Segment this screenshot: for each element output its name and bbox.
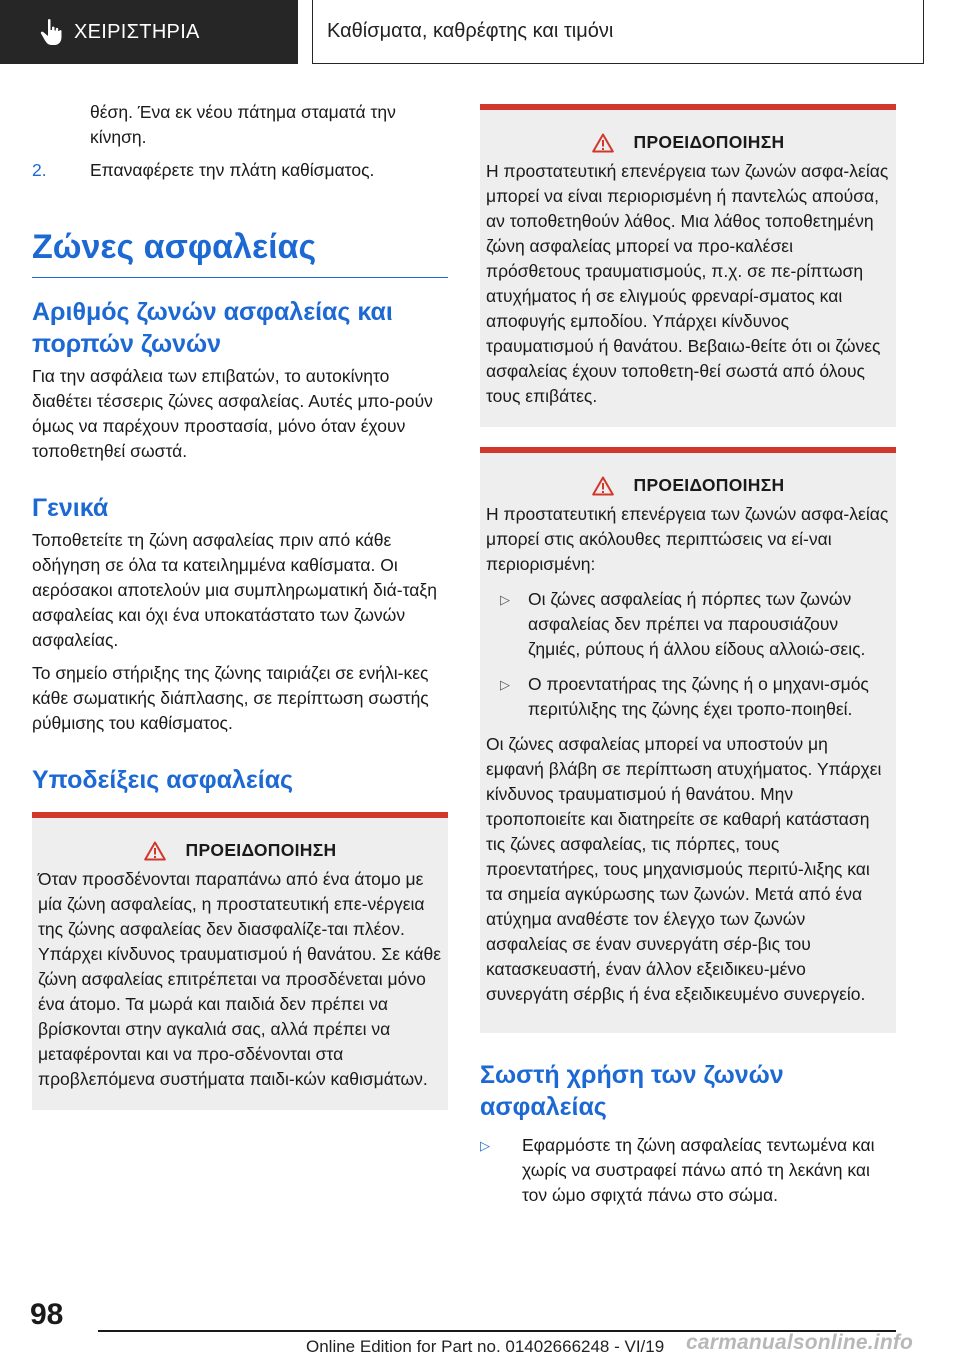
warning-content xyxy=(480,502,896,1007)
warning-text: Η προστατευτική επενέργεια των ζωνών ασφα-λείας μπορεί να είναι περιορισμένη ή παντελώς απούσα, αν τοποθετηθούν λάθος. Μια λάθος τοποθετημένη ζώνη ασφαλείας μπορεί να προ-καλέσει πρόσθετους τραυματισμούς, π.χ. σε πε-ρίπτωση ατυχήματος ή σε ελιγμούς φρεναρί-σματος και αποφυγής εμποδίου. Υπάρχει κίνδυνος τραυματισμού ή θανάτου. Βεβαιω-θείτε ότι οι ζώνες ασφαλείας έχουν τοποθετη-θεί σωστά από όλους τους επιβάτες. xyxy=(486,161,889,406)
list-item-text: Ο προεντατήρας της ζώνης ή ο μηχανι-σμός περιτύλιξης της ζώνης έχει τροπο-ποιηθεί. xyxy=(528,674,869,719)
right-column xyxy=(480,104,896,1218)
continued-paragraph: θέση. Ένα εκ νέου πάτημα σταματά την κίνηση. xyxy=(90,102,396,147)
section-title: ΧΕΙΡΙΣΤΗΡΙΑ xyxy=(74,20,200,43)
warning-triangle-icon xyxy=(144,841,166,861)
page-header xyxy=(0,0,960,64)
list-item-text: Εφαρμόστε τη ζώνη ασφαλείας τεντωμένα και χωρίς να συστραφεί πάνω από τη λεκάνη και τον ώμο σφιχτά πάνω στο σώμα. xyxy=(522,1135,875,1205)
triangle-right-icon: ▷ xyxy=(500,677,510,692)
paragraph-number-of-belts: Για την ασφάλεια των επιβατών, το αυτοκίνητο διαθέτει τέσσερις ζώνες ασφαλείας. Αυτές μπο-ρούν όμως να παρέχουν προστασία, μόνο όταν έχουν τοποθετηθεί σωστά. xyxy=(32,366,433,461)
hand-pointer-icon xyxy=(40,18,62,46)
step-text: Επαναφέρετε την πλάτη καθίσματος. xyxy=(90,160,375,180)
warning-title: ΠΡΟΕΙΔΟΠΟΙΗΣΗ xyxy=(633,475,785,495)
paragraph-general-1: Τοποθετείτε τη ζώνη ασφαλείας πριν από κάθε οδήγηση σε όλα τα κατειλημμένα καθίσματα. Οι αερόσακοι αποτελούν μια συμπληρωματική διά-ταξη ασφαλείας και όχι ένα υποκατάστατο των ζωνών ασφαλείας. xyxy=(32,530,437,650)
left-column xyxy=(32,100,448,1110)
list-item xyxy=(486,672,890,722)
edition-text: Online Edition for Part no. 01402666248 - VI/19 xyxy=(306,1337,665,1356)
watermark: carmanualsonline.info xyxy=(686,1331,914,1354)
heading-number-of-belts: Αριθμός ζωνών ασφαλείας και πορπών ζωνών xyxy=(32,298,393,358)
heading-correct-use: Σωστή χρήση των ζωνών ασφαλείας xyxy=(480,1061,784,1121)
triangle-right-icon: ▷ xyxy=(480,1138,490,1153)
list-item xyxy=(480,1133,896,1208)
warning-header xyxy=(480,473,896,498)
paragraph-general-2: Το σημείο στήριξης της ζώνης ταιριάζει σε ενήλι-κες κάθε σωματικής διάπλασης, σε περίπτωση σωστής ρύθμισης του καθίσματος. xyxy=(32,663,429,733)
heading-general: Γενικά xyxy=(32,494,109,522)
section-heading-seatbelts: Ζώνες ασφαλείας xyxy=(32,227,448,278)
warning-intro: Η προστατευτική επενέργεια των ζωνών ασφα-λείας μπορεί στις ακόλουθες περιπτώσεις να εί-ναι περιορισμένη: xyxy=(486,504,889,574)
page-number: 98 xyxy=(30,1298,64,1331)
chapter-title: Καθίσματα, καθρέφτης και τιμόνι xyxy=(312,0,924,64)
list-item-text: Οι ζώνες ασφαλείας ή πόρπες των ζωνών ασφαλείας δεν πρέπει να παρουσιάζουν ζημιές, ρύπους ή άλλου είδους αλλοιώ-σεις. xyxy=(528,589,866,659)
warning-text: Όταν προσδένονται παραπάνω από ένα άτομο με μία ζώνη ασφαλείας, η προστατευτική επε-νέργεια της ζώνης ασφαλείας δεν διασφαλίζε-ται πλέον. Υπάρχει κίνδυνος τραυματισμού ή θανάτου. Σε κάθε ζώνη ασφαλείας επιτρέπεται να προσδένεται μόνο ένα άτομο. Τα μωρά και παιδιά δεν πρέπει να βρίσκονται στην αγκαλιά σας, αλλά πρέπει να μεταφέρονται και να προ-σδένονται στα προβλεπόμενα συστήματα παιδι-κών καθισμάτων. xyxy=(38,869,442,1089)
list-item xyxy=(486,587,890,662)
warning-header xyxy=(480,130,896,155)
warning-triangle-icon xyxy=(592,476,614,496)
warning-outro: Οι ζώνες ασφαλείας μπορεί να υποστούν μη εμφανή βλάβη σε περίπτωση ατυχήματος. Υπάρχει κίνδυνος τραυματισμού ή θανάτου. Μην τροποποιείτε και διατηρείτε σε καθαρή κατάσταση τις ζώνες ασφαλείας, τις πόρπες, τους προεντατήρες, τους μηχανισμούς περιτύ-λιξης και τα σημεία αγκύρωσης των ζωνών. Μετά από ένα ατύχημα αναθέστε τον έλεγχο των ζωνών ασφαλείας σε έναν συνεργάτη σέρ-βις του κατασκευαστή, έναν άλλον εξειδικευ-μένο συνεργάτη σέρβις ή ένα εξειδικευμένο συνεργείο. xyxy=(486,734,882,1004)
heading-safety-notes: Υποδείξεις ασφαλείας xyxy=(32,766,294,794)
warning-header xyxy=(32,838,448,863)
warning-box-3 xyxy=(480,447,896,1033)
warning-box-1 xyxy=(32,812,448,1110)
warning-title: ΠΡΟΕΙΔΟΠΟΙΗΣΗ xyxy=(185,840,337,860)
triangle-right-icon: ▷ xyxy=(500,592,510,607)
numbered-step xyxy=(32,158,448,183)
warning-title: ΠΡΟΕΙΔΟΠΟΙΗΣΗ xyxy=(633,132,785,152)
warning-box-2 xyxy=(480,104,896,427)
section-tab xyxy=(0,0,298,64)
warning-triangle-icon xyxy=(592,133,614,153)
step-number: 2. xyxy=(32,160,47,180)
